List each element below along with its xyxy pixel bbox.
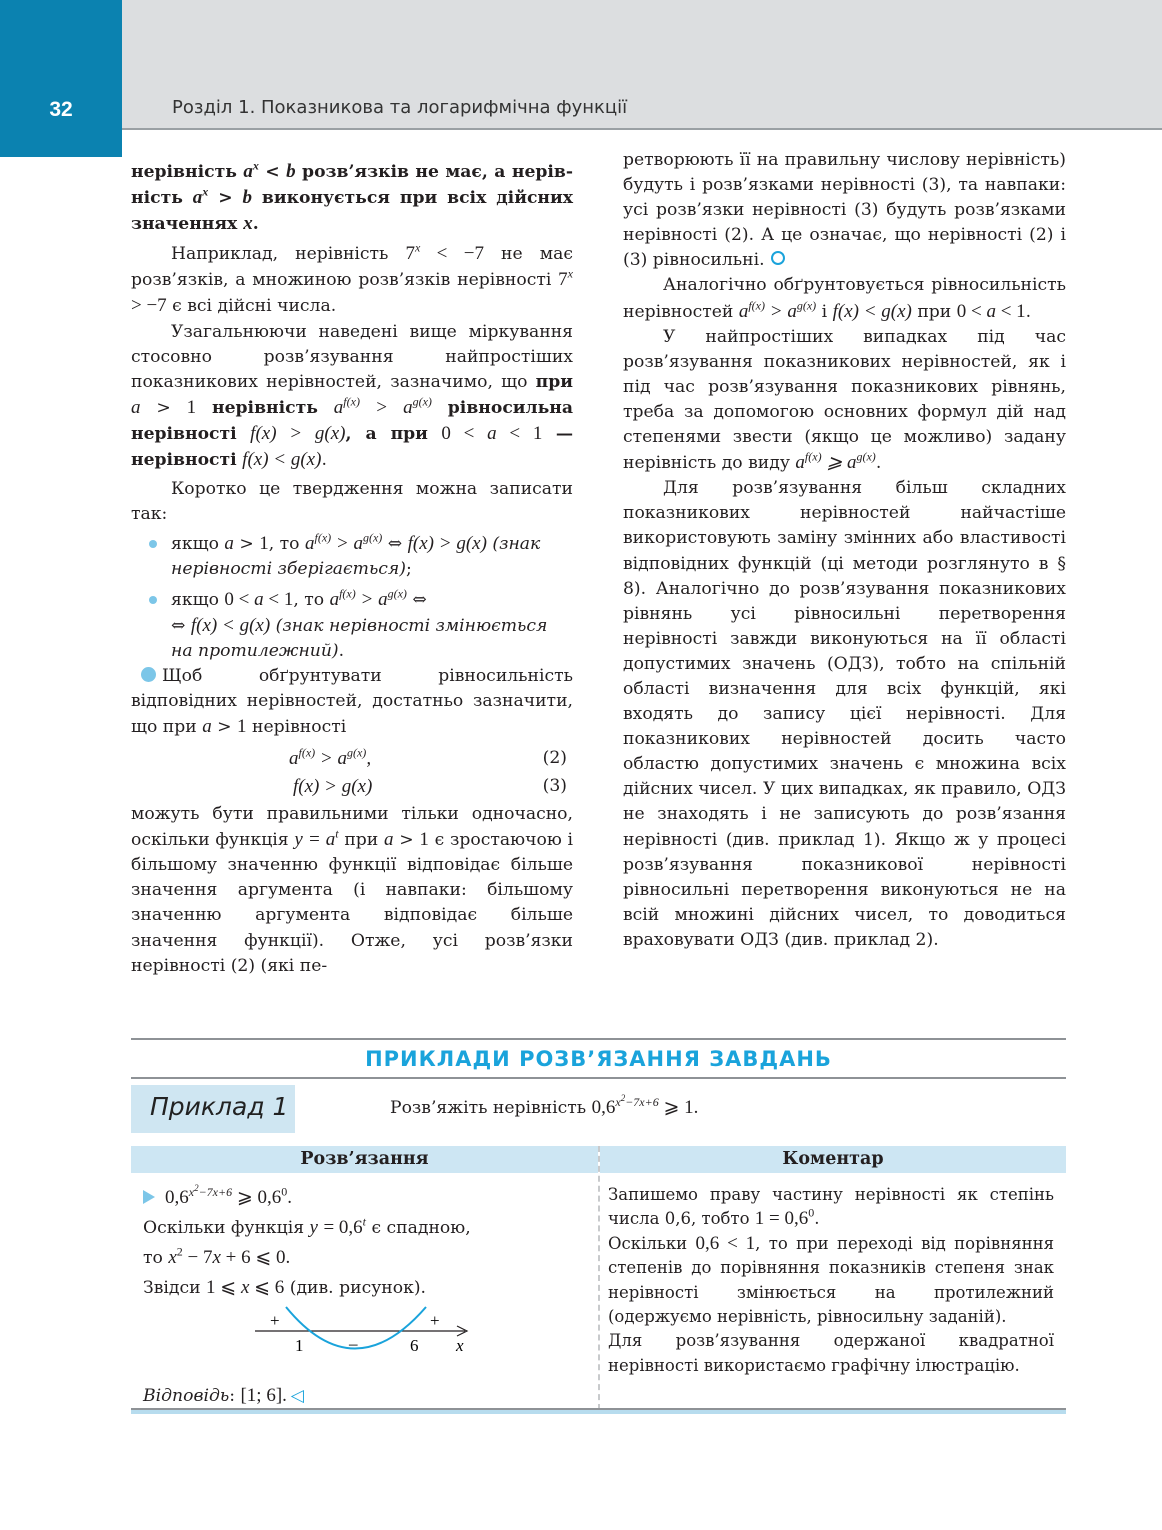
paragraph: Коротко це твердження можна записати так:: [131, 479, 573, 525]
header-rule: [122, 128, 1162, 130]
solution-line: то $x^2 - 7x + 6$ ⩽ 0.: [143, 1244, 291, 1268]
paragraph: Аналогічно обґрунтовується рівносильність нерівностей $a^{f(x)} > a^{g(x)}$ і f(x) < g(x) при 0 < a < 1.: [623, 275, 1066, 322]
paragraph: У найпростіших випадках під час розв’язування показникових нерівностей, як і під час розв’язування показникових рівнянь, треба за допомогою основних формул дій над степенями звести (якщо це можливо) задану нерівність до виду $a^{f(x)}$ ⩾ $a^{g(x)}$.: [623, 326, 1066, 474]
paragraph: Наприклад, нерівність $7^x < -7$ не має розв’язків, а множиною розв’язків нерівності $7^x > -7$ є всі дійсні числа.: [131, 240, 573, 317]
end-proof-icon: [771, 251, 785, 265]
bullet-icon: [141, 667, 156, 682]
paragraph: Узагальнюючи наведені вище міркування стосовно розв’язування найпростіших показникових нерівностей, зазначимо, що при a > 1 нерівність $a^{f(x)} > a^{g(x)}$ рівносильна нерівності f(x) > g(x), а при 0 < a < 1 — нерівності f(x) < g(x).: [131, 321, 574, 471]
paragraph: ретворюють її на правильну числову нерівність) будуть і розв’язками нерівності (3), та навпаки: усі розв’язки нерівності (3) будуть розв’язками нерівності (2). А це означає, що нерівності (2) і (3) рівносильні.: [623, 150, 1066, 271]
root-6-label: 6: [410, 1336, 419, 1355]
solution-column: [143, 1183, 593, 1411]
comment-header: Коментар: [600, 1146, 1066, 1173]
table-bottom-band: [131, 1410, 1066, 1414]
section-title: ПРИКЛАДИ РОЗВ’ЯЗАННЯ ЗАВДАНЬ: [365, 1047, 832, 1071]
example-label: Приклад 1: [150, 1092, 289, 1121]
comment-line: Оскільки 0,6 < 1, то при переході від порівняння степенів до порівняння показників степеня знак нерівності змінюється на протилежний (одержуємо нерівність, рівносильну заданій).: [608, 1232, 1055, 1327]
comment-column: [608, 1183, 1054, 1378]
paragraph: можуть бути правильними тільки одночасно, оскільки функція $y = a^t$ при a > 1 є зростаючою і більшому значенню функції відповідає більше значення аргумента (і навпаки: більшому значенню аргумента відповідає більше значення функції). Отже, усі розв’язки нерівності (2) (які пе-: [131, 804, 574, 976]
column-divider: [598, 1146, 600, 1410]
solution-line: $0,6^{x^2-7x+6}$ ⩾ $0,6^0$.: [143, 1183, 593, 1213]
section-rule-top: [131, 1038, 1066, 1040]
left-column: [131, 159, 573, 979]
play-icon: [143, 1190, 155, 1204]
right-column: [623, 148, 1066, 953]
paragraph: Щоб обґрунтувати рівносильність відповідних нерівностей, достатньо зазначити, що при a > 1 нерівності: [131, 665, 573, 737]
paragraph: Для розв’язування більш складних показникових нерівностей найчастіше використовують заміну змінних або властивості відповідних функцій (ці методи розглянуто в § 8). Аналогічно до розв’язування показникових рівнянь усі рівносильні перетворення нерівності завжди виконуються на її області допустимих значень (ОДЗ), тобто на спільній області визначення для всіх функцій, які входять до запису цієї нерівності. Для показникових нерівностей досить часто областю допустимих значень є множина всіх дійсних чисел. У цих випадках, як правило, ОДЗ не знаходять і не записують до розв’язання нерівності (див. приклад 1). Якщо ж у процесі розв’язування показникової нерівності рівносильні перетворення виконуються не на всій множині дійсних чисел, то доводиться враховувати ОДЗ (див. приклад 2).: [623, 478, 1066, 950]
page-number: 32: [49, 98, 73, 121]
minus-label: –: [349, 1334, 358, 1353]
end-solution-icon: ◁: [290, 1386, 305, 1406]
list-item: якщо 0 < a < 1, то $a^{f(x)} > a^{g(x)}$ ⇔ ⇔ f(x) < g(x) (знак нерівності змінюється на протилежний).: [131, 587, 573, 664]
x-label: x: [456, 1336, 464, 1355]
page-number-tab: [0, 0, 122, 157]
answer-line: Відповідь: [1; 6]. ◁: [143, 1385, 305, 1406]
chapter-title: Розділ 1. Показникова та логарифмічна функції: [172, 97, 628, 118]
equation-2: $a^{f(x)} > a^{g(x)}$, (2): [289, 745, 567, 770]
comment-line: Запишемо праву частину нерівності як степінь числа 0,6, тобто $1 = 0,6^0$.: [608, 1185, 1054, 1230]
plus-left-label: +: [270, 1311, 280, 1330]
solution-line: Оскільки функція $y = 0,6^t$ є спадною,: [143, 1214, 471, 1238]
section-rule-bottom: [131, 1077, 1066, 1079]
parabola-figure: [250, 1305, 480, 1360]
solution-line: Звідси 1 ⩽ x ⩽ 6 (див. рисунок).: [143, 1277, 427, 1298]
equation-3: f(x) > g(x) (3): [293, 776, 567, 798]
list-item: якщо a > 1, то $a^{f(x)} > a^{g(x)}$ ⇔ f(x) > g(x) (знак нерівності зберігається);: [131, 531, 573, 582]
root-1-label: 1: [295, 1336, 304, 1355]
comment-line: Для розв’язування одержаної квадратної нерівності використаємо графічну ілюстрацію.: [608, 1331, 1054, 1375]
paragraph: нерівність $a^x < b$ розв’язків не має, а нерів- ність $a^x > b$ виконується при всіх дійсних значеннях x.: [131, 158, 574, 235]
solution-header: Розв’язання: [131, 1146, 598, 1173]
example-task: Розв’яжіть нерівність $0,6^{x^2-7x+6}$ ⩾ 1.: [390, 1092, 699, 1118]
plus-right-label: +: [430, 1311, 440, 1330]
